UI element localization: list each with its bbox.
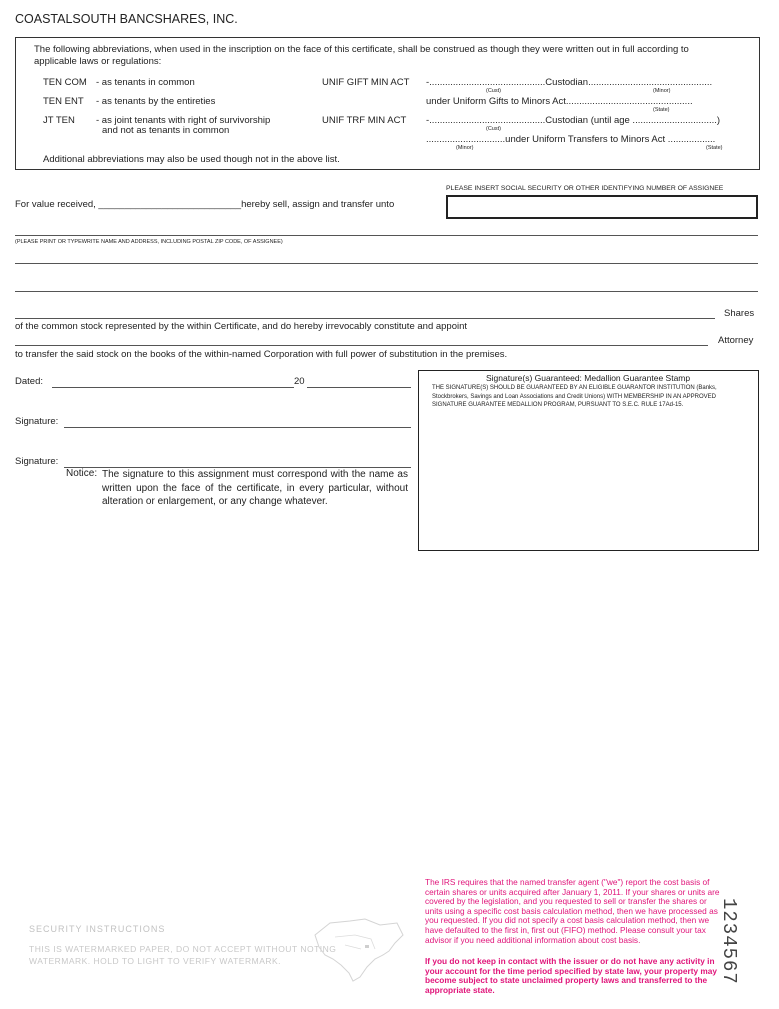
- unif-trf-label: UNIF TRF MIN ACT: [322, 115, 407, 126]
- ten-com-desc: - as tenants in common: [96, 77, 195, 88]
- attorney-label: Attorney: [718, 335, 754, 346]
- gift-cust-caption: (Cust): [486, 88, 501, 94]
- shares-label: Shares: [724, 308, 755, 319]
- security-title: SECURITY INSTRUCTIONS: [29, 924, 166, 934]
- gift-minor-caption: (Minor): [653, 88, 671, 94]
- trf-cust-caption: (Cust): [486, 126, 501, 132]
- company-name: COASTALSOUTH BANCSHARES, INC.: [15, 12, 238, 26]
- trf-minor-caption: (Minor): [456, 145, 474, 151]
- signature-1-line[interactable]: [64, 427, 411, 428]
- year-line[interactable]: [307, 387, 411, 388]
- jt-ten-code: JT TEN: [43, 115, 75, 126]
- ten-com-code: TEN COM: [43, 77, 87, 88]
- security-text-2: WATERMARK. HOLD TO LIGHT TO VERIFY WATERMARK.: [29, 956, 282, 966]
- dated-label: Dated:: [15, 376, 43, 387]
- notice-label: Notice:: [66, 468, 98, 479]
- gift-state-caption: (State): [653, 107, 670, 113]
- unif-gift-line-2: under Uniform Gifts to Minors Act................................................: [426, 96, 693, 107]
- unif-trf-line-1: -............................................Custodian (until age ................................): [426, 115, 721, 126]
- jt-ten-desc-2: and not as tenants in common: [102, 125, 230, 136]
- additional-abbreviations: Additional abbreviations may also be used though not in the above list.: [43, 154, 340, 165]
- medallion-title: Signature(s) Guaranteed: Medallion Guarantee Stamp: [486, 373, 691, 383]
- assignee-name-line[interactable]: [15, 235, 758, 236]
- trf-state-caption: (State): [706, 145, 723, 151]
- serial-number: 1234567: [718, 898, 740, 985]
- signature-1-label: Signature:: [15, 416, 59, 427]
- date-line[interactable]: [52, 387, 294, 388]
- signature-2-label: Signature:: [15, 456, 59, 467]
- abbreviations-intro: The following abbreviations, when used in the inscription on the face of this certificate, shall be construed as though they were written out in full according to applicable laws or regulations:: [34, 44, 689, 67]
- assignee-address-line-2[interactable]: [15, 291, 758, 292]
- unif-trf-line-2: ..............................under Uniform Transfers to Minors Act ..................: [426, 134, 716, 145]
- ten-ent-code: TEN ENT: [43, 96, 84, 107]
- ten-ent-desc: - as tenants by the entireties: [96, 96, 216, 107]
- print-name-caption: (PLEASE PRINT OR TYPEWRITE NAME AND ADDRESS, INCLUDING POSTAL ZIP CODE, OF ASSIGNEE): [15, 239, 283, 245]
- assignee-address-line-1[interactable]: [15, 263, 758, 264]
- medallion-body: THE SIGNATURE(S) SHOULD BE GUARANTEED BY AN ELIGIBLE GUARANTOR INSTITUTION (Banks, Stockbrokers, Savings and Loan Associations and Credit Unions) WITH MEMBERSHIP IN AN APPROVED SIGNATURE GUARANTEE MEDALLION PROGRAM, PURSUANT TO S.E.C. RULE 17Ad-15.: [432, 385, 717, 408]
- value-received-line: For value received, ___________________________hereby sell, assign and transfer unto: [15, 199, 395, 210]
- unclaimed-property-notice: If you do not keep in contact with the issuer or do not have any activity in your account for the time period specified by state law, your property may become subject to state unclaimed property laws and transferred to the appropriate state.: [425, 956, 717, 995]
- year-prefix: 20: [294, 376, 305, 387]
- attorney-line[interactable]: [15, 345, 708, 346]
- shares-amount-line[interactable]: [15, 318, 715, 319]
- notice-text: The signature to this assignment must correspond with the name as written upon the face of the certificate, in every particular, without alteration or enlargement, or any change whatever.: [102, 469, 408, 507]
- ssn-input-box[interactable]: [446, 195, 758, 219]
- security-text-1: THIS IS WATERMARKED PAPER, DO NOT ACCEPT WITHOUT NOTING: [29, 944, 337, 954]
- north-america-map-icon: [305, 915, 410, 985]
- unif-gift-label: UNIF GIFT MIN ACT: [322, 77, 410, 88]
- irs-cost-basis-notice: The IRS requires that the named transfer agent ("we") report the cost basis of certain shares or units acquired after January 1, 2011. If your shares or units are covered by the legislation, and you requested to sell or transfer the shares or units using a specific cost basis calculation method, then we have processed as you requested. If you did not specify a cost basis calculation method, then we have defaulted to the first in, first out (FIFO) method. Please consult your tax advisor if you need additional information about cost basis.: [425, 877, 720, 945]
- to-transfer-text: to transfer the said stock on the books of the within-named Corporation with full power of substitution in the premises.: [15, 349, 508, 360]
- common-stock-text: of the common stock represented by the within Certificate, and do hereby irrevocably constitute and appoint: [15, 321, 468, 332]
- ssn-label: PLEASE INSERT SOCIAL SECURITY OR OTHER IDENTIFYING NUMBER OF ASSIGNEE: [446, 185, 724, 192]
- jt-ten-desc-1: - as joint tenants with right of survivorship: [96, 115, 271, 126]
- unif-gift-line-1: -............................................Custodian...............................................: [426, 77, 713, 88]
